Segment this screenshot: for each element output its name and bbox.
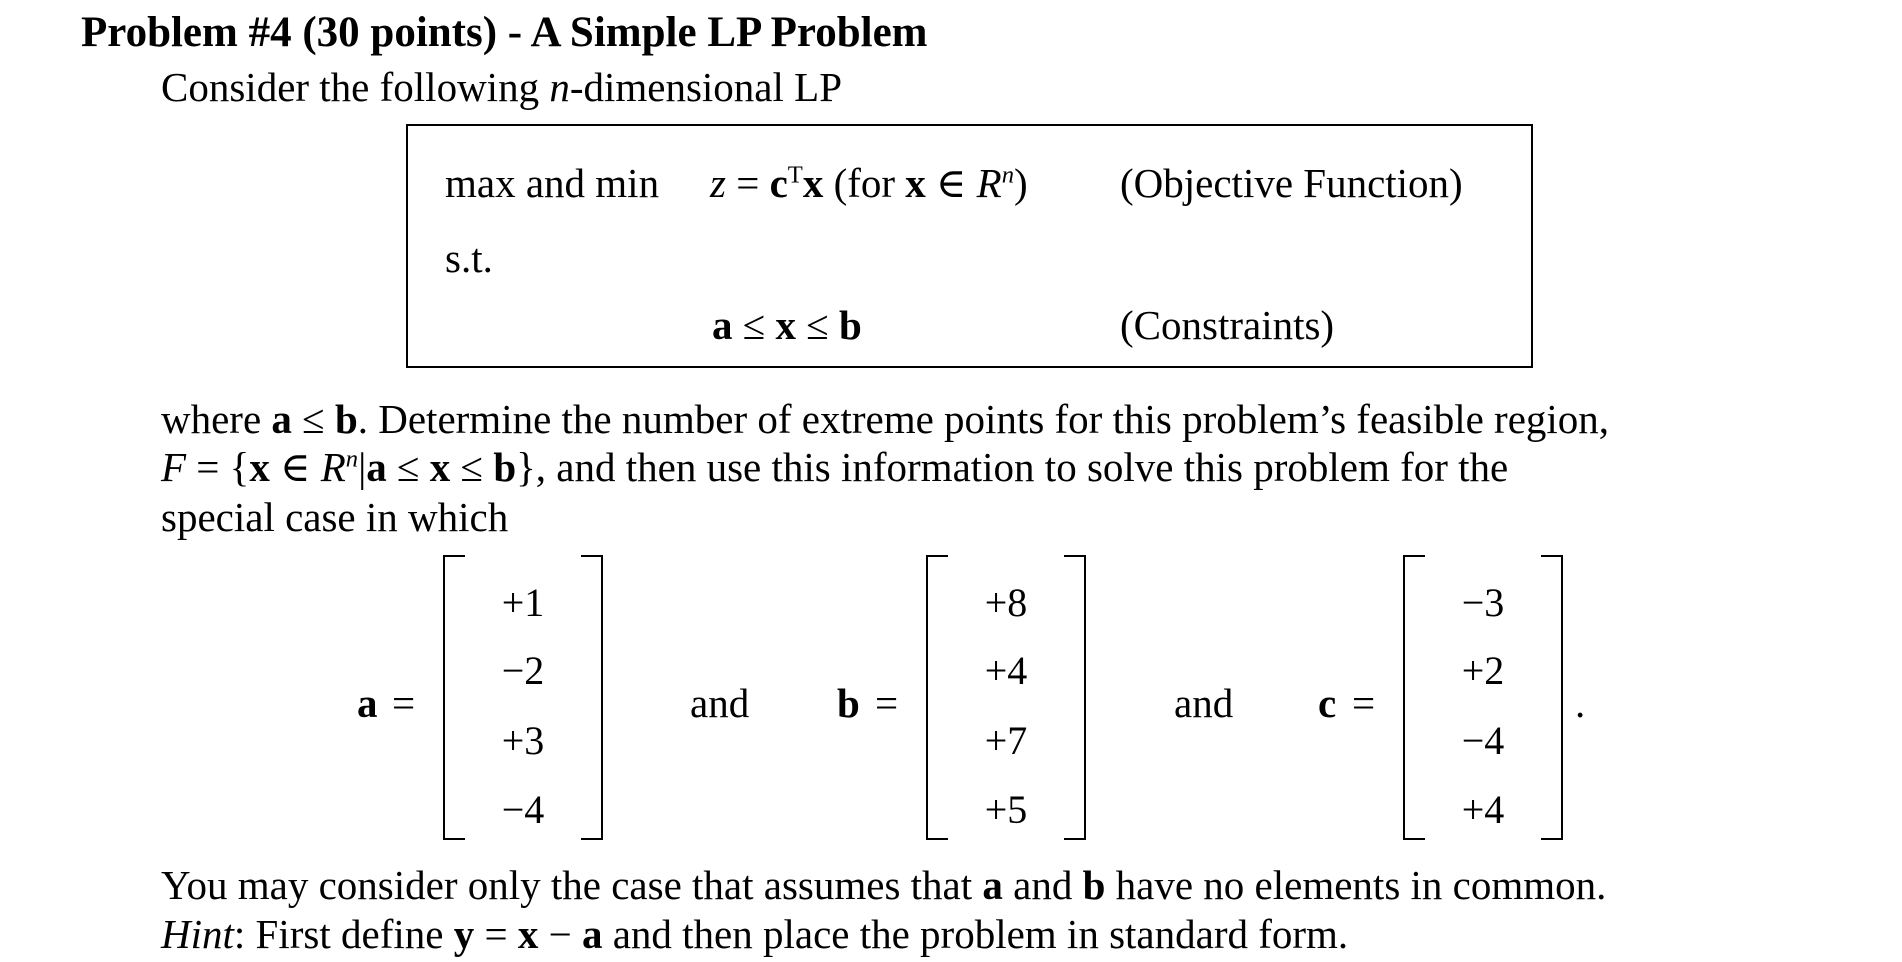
hint-line: Hint: First define y = x − a and then place the problem in standard form. — [161, 911, 1349, 957]
vector-c-entry: +4 — [1461, 787, 1505, 832]
vector-c-equals: = — [1352, 680, 1376, 726]
vector-b-equals: = — [875, 680, 899, 726]
vector-c-entry: +2 — [1461, 648, 1505, 693]
vector-a-label: a — [357, 680, 378, 726]
objective-label: (Objective Function) — [1120, 160, 1463, 206]
vector-b-entry: +7 — [984, 718, 1028, 763]
vector-c-entry: −3 — [1461, 580, 1505, 625]
objective-expression: $z = c^Tx$ (for x ∈ $R^n$) — [710, 160, 1028, 206]
intro-line: Consider the following n-dimensional LP — [161, 64, 842, 110]
vector-a-matrix — [443, 555, 603, 840]
vector-a-equals: = — [392, 680, 416, 726]
vector-b-matrix — [926, 555, 1086, 840]
paragraph-line-3: special case in which — [161, 494, 509, 540]
vector-a-entry: +3 — [501, 718, 545, 763]
vector-a-entry: −2 — [501, 648, 545, 693]
constraint-label: (Constraints) — [1120, 302, 1335, 348]
paragraph-line-2: F = {x ∈ $R^n|a \le x \le b$}, and then use this information to solve this problem for the — [161, 444, 1509, 490]
problem-title: Problem #4 (30 points) - A Simple LP Problem — [81, 9, 928, 56]
constraint-expression: a ≤ x ≤ b — [712, 302, 862, 348]
vector-b-label: b — [837, 680, 860, 726]
objective-prefix: max and min — [445, 160, 660, 206]
vector-period: . — [1575, 680, 1586, 726]
footer-line-1: You may consider only the case that assumes that a and b have no elements in common. — [161, 862, 1607, 908]
vector-a-entry: +1 — [501, 580, 545, 625]
paragraph-line-1: where a ≤ b. Determine the number of extreme points for this problem’s feasible region, — [161, 396, 1610, 442]
and-connector-1: and — [690, 680, 750, 726]
vector-c-entry: −4 — [1461, 718, 1505, 763]
vector-a-entry: −4 — [501, 787, 545, 832]
vector-c-label: c — [1318, 680, 1337, 726]
vector-b-entry: +4 — [984, 648, 1028, 693]
vector-c-matrix — [1403, 555, 1563, 840]
vector-b-entry: +5 — [984, 787, 1028, 832]
subject-to: s.t. — [445, 235, 493, 281]
vector-b-entry: +8 — [984, 580, 1028, 625]
and-connector-2: and — [1174, 680, 1234, 726]
